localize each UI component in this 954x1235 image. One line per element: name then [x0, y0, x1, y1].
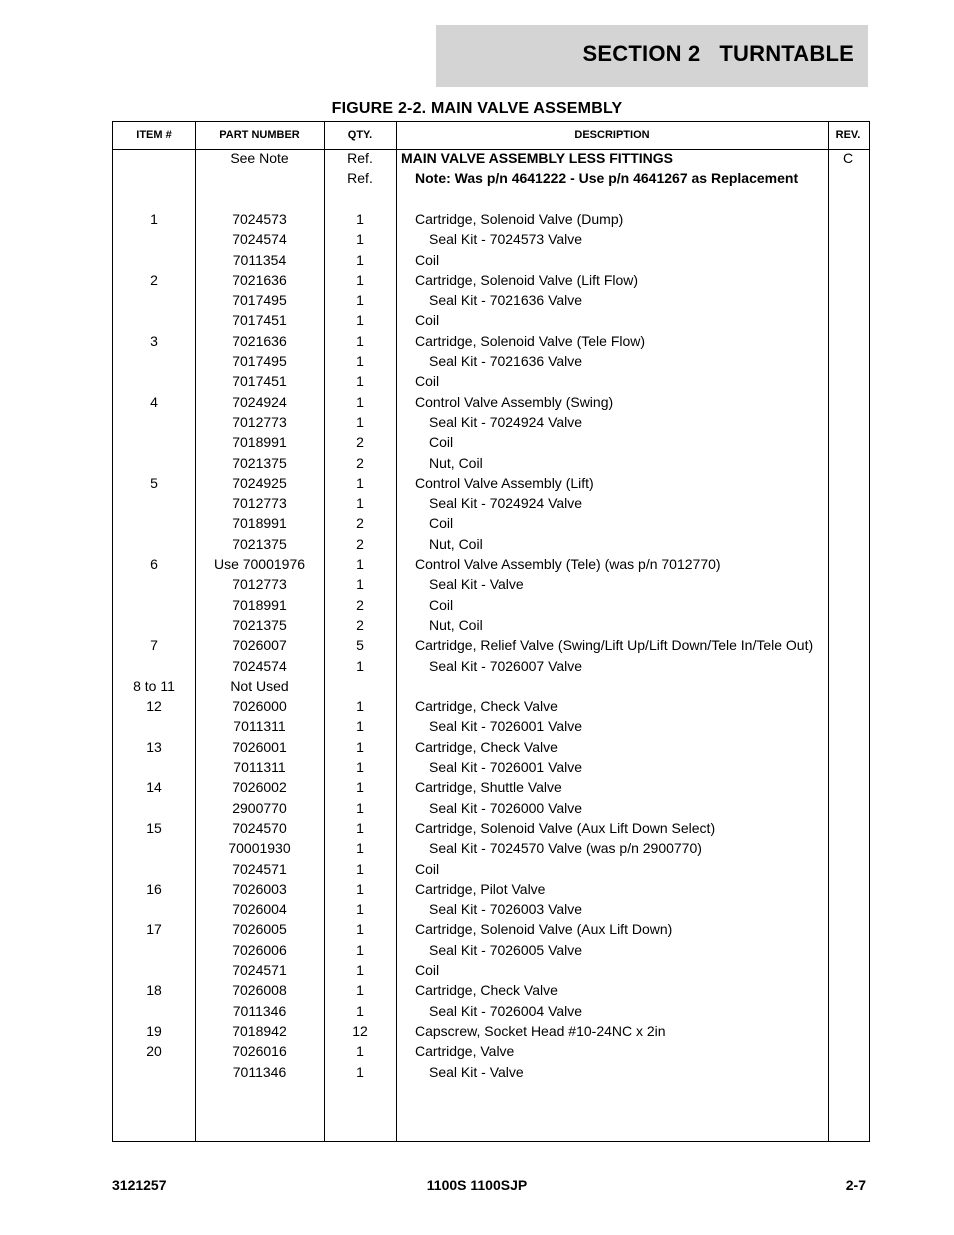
table-row — [113, 413, 869, 433]
cell-qty: 1 — [356, 860, 364, 877]
parts-table — [112, 121, 870, 1142]
cell-part-number: 7018991 — [232, 515, 287, 532]
cell-item: 18 — [146, 982, 162, 999]
table-row — [113, 169, 869, 189]
cell-qty: 1 — [356, 982, 364, 999]
table-row — [113, 454, 869, 474]
cell-description: Cartridge, Check Valve — [415, 698, 558, 715]
table-row — [113, 636, 869, 656]
cell-qty: Ref. — [347, 150, 373, 166]
cell-part-number: 7021375 — [232, 616, 287, 633]
cell-qty: 1 — [356, 1002, 364, 1019]
cell-part-number: 7026008 — [232, 982, 287, 999]
section-banner — [436, 25, 868, 87]
cell-qty: 12 — [352, 1022, 368, 1039]
cell-description: Coil — [429, 515, 454, 532]
table-row — [113, 535, 869, 555]
cell-description: Seal Kit - 7026007 Valve — [429, 657, 583, 674]
footer-page-number: 2-7 — [845, 1177, 866, 1193]
cell-part-number: 7026001 — [232, 738, 287, 755]
table-row — [113, 758, 869, 778]
cell-part-number: 7012773 — [232, 495, 287, 512]
cell-item: 8 to 11 — [133, 677, 175, 694]
cell-description: Cartridge, Valve — [415, 1043, 515, 1060]
cell-item: 3 — [150, 332, 158, 349]
table-row — [113, 920, 869, 940]
table-row — [113, 514, 869, 534]
cell-part-number: 7011346 — [232, 1063, 287, 1080]
cell-qty: 1 — [356, 210, 364, 227]
table-row — [113, 352, 869, 372]
cell-qty: 1 — [356, 373, 364, 390]
cell-part-number: 7021375 — [232, 535, 287, 552]
cell-item: 5 — [150, 474, 158, 491]
cell-qty: 1 — [356, 880, 364, 897]
cell-part-number: 7026007 — [232, 637, 287, 654]
cell-part-number: 7017495 — [232, 292, 287, 309]
table-row — [113, 941, 869, 961]
table-row — [113, 149, 869, 169]
cell-item: 12 — [146, 698, 162, 715]
cell-description: Cartridge, Solenoid Valve (Dump) — [415, 210, 624, 227]
cell-item: 2 — [150, 271, 158, 288]
cell-item: 4 — [150, 393, 158, 410]
cell-item: 13 — [146, 738, 162, 755]
table-row — [113, 1063, 869, 1083]
cell-description: Coil — [429, 596, 454, 613]
cell-part-number: 7026016 — [232, 1043, 287, 1060]
table-row — [113, 738, 869, 758]
cell-part-number: 7026000 — [232, 698, 287, 715]
cell-qty: 2 — [356, 616, 364, 633]
table-row — [113, 393, 869, 413]
cell-qty: 1 — [356, 921, 364, 938]
header-part-number: PART NUMBER — [219, 129, 300, 141]
cell-qty: 1 — [356, 332, 364, 349]
cell-qty: 1 — [356, 941, 364, 958]
table-row — [113, 575, 869, 595]
cell-part-number: 7024924 — [232, 393, 287, 410]
header-item: ITEM # — [136, 129, 172, 141]
cell-qty: 1 — [356, 292, 364, 309]
table-row — [113, 271, 869, 291]
cell-part-number: 7026004 — [232, 901, 287, 918]
cell-qty: Ref. — [347, 170, 373, 187]
table-row — [113, 494, 869, 514]
cell-qty: 2 — [356, 596, 364, 613]
cell-part-number: 7011311 — [233, 759, 286, 775]
cell-qty: 2 — [356, 434, 364, 451]
cell-description: Cartridge, Solenoid Valve (Lift Flow) — [415, 271, 639, 288]
table-row — [113, 372, 869, 392]
cell-qty: 1 — [356, 231, 364, 248]
cell-description: Control Valve Assembly (Swing) — [415, 393, 614, 410]
cell-part-number: 7012773 — [232, 576, 287, 593]
table-row — [113, 596, 869, 616]
cell-qty: 1 — [356, 393, 364, 410]
cell-item: 14 — [146, 779, 162, 796]
cell-description: Cartridge, Relief Valve (Swing/Lift Up/Lift Down/Tele In/Tele Out) — [415, 637, 814, 654]
cell-qty: 1 — [356, 698, 364, 715]
cell-part-number: Not Used — [230, 677, 289, 694]
cell-part-number: 7017451 — [232, 312, 287, 329]
cell-item: 1 — [150, 210, 158, 227]
cell-description: MAIN VALVE ASSEMBLY LESS FITTINGS — [401, 150, 673, 166]
cell-part-number: 7024571 — [232, 962, 287, 978]
cell-part-number: 7021636 — [232, 271, 287, 288]
cell-qty: 1 — [356, 556, 364, 572]
table-row — [113, 251, 869, 271]
cell-qty: 2 — [356, 515, 364, 532]
cell-description: Seal Kit - 7024924 Valve — [429, 413, 583, 430]
table-row — [113, 230, 869, 250]
table-row — [113, 291, 869, 311]
cell-qty: 1 — [356, 738, 364, 755]
table-row — [113, 900, 869, 920]
cell-part-number: 7024925 — [232, 474, 287, 491]
cell-qty: 1 — [356, 413, 364, 430]
cell-description: Cartridge, Solenoid Valve (Aux Lift Down Select) — [415, 819, 716, 836]
cell-description: Cartridge, Check Valve — [415, 738, 558, 755]
cell-part-number: 70001930 — [228, 840, 291, 857]
cell-qty: 1 — [356, 312, 364, 329]
header-qty: QTY. — [347, 129, 373, 141]
table-row — [113, 697, 869, 717]
table-row — [113, 657, 869, 677]
cell-part-number: 7017495 — [232, 353, 287, 369]
cell-part-number: 7011346 — [232, 1002, 287, 1019]
cell-qty: 1 — [356, 251, 364, 268]
cell-description: Seal Kit - 7026001 Valve — [429, 759, 583, 775]
cell-qty: 1 — [356, 495, 364, 512]
table-row — [113, 332, 869, 352]
cell-description: Cartridge, Pilot Valve — [415, 880, 546, 897]
cell-description: Seal Kit - 7026001 Valve — [429, 718, 583, 735]
table-row — [113, 210, 869, 230]
cell-description: Seal Kit - 7026003 Valve — [429, 901, 583, 918]
cell-description: Seal Kit - 7026004 Valve — [429, 1002, 583, 1019]
cell-part-number: 7011311 — [233, 718, 286, 735]
cell-part-number: 7024571 — [232, 860, 287, 877]
cell-part-number: See Note — [230, 150, 289, 166]
table-row — [113, 474, 869, 494]
cell-part-number: 7018991 — [232, 596, 287, 613]
cell-description: Coil — [415, 312, 440, 329]
table-row — [113, 1042, 869, 1062]
cell-description: Seal Kit - 7024924 Valve — [429, 495, 583, 512]
cell-qty: 2 — [356, 454, 364, 471]
cell-qty: 1 — [356, 799, 364, 816]
cell-qty: 1 — [356, 1043, 364, 1060]
cell-part-number: 7018942 — [232, 1022, 287, 1039]
table-row — [113, 880, 869, 900]
cell-qty: 1 — [356, 962, 364, 978]
table-row — [113, 799, 869, 819]
cell-part-number: 7021375 — [232, 454, 287, 471]
cell-qty: 1 — [356, 901, 364, 918]
cell-part-number: 2900770 — [232, 799, 287, 816]
footer-model: 1100S 1100SJP — [426, 1177, 528, 1193]
cell-qty: 5 — [356, 637, 364, 654]
cell-description: Coil — [415, 373, 440, 390]
cell-qty: 1 — [356, 271, 364, 288]
cell-description: Nut, Coil — [429, 535, 483, 552]
cell-part-number: 7024574 — [232, 231, 287, 248]
cell-part-number: 7018991 — [232, 434, 287, 451]
cell-description: Nut, Coil — [429, 454, 483, 471]
cell-rev: C — [842, 150, 854, 166]
section-title: SECTION 2 TURNTABLE — [582, 41, 854, 66]
cell-part-number: 7024570 — [232, 819, 287, 836]
table-row — [113, 677, 869, 697]
cell-qty: 1 — [356, 353, 364, 369]
cell-qty: 1 — [356, 1063, 364, 1080]
cell-qty: 1 — [356, 657, 364, 674]
table-row — [113, 860, 869, 880]
cell-description: Control Valve Assembly (Tele) (was p/n 7012770) — [415, 556, 721, 572]
cell-description: Seal Kit - 7026000 Valve — [429, 799, 583, 816]
cell-description: Seal Kit - 7021636 Valve — [429, 292, 583, 309]
footer-doc-number: 3121257 — [112, 1177, 167, 1193]
cell-qty: 1 — [356, 474, 364, 491]
cell-description: Cartridge, Solenoid Valve (Tele Flow) — [415, 332, 646, 349]
cell-description: Coil — [415, 251, 440, 268]
cell-qty: 1 — [356, 576, 364, 593]
cell-description: Control Valve Assembly (Lift) — [415, 474, 594, 491]
table-row — [113, 839, 869, 859]
cell-part-number: 7026005 — [232, 921, 287, 938]
cell-description: Seal Kit - 7021636 Valve — [429, 353, 583, 369]
cell-description: Note: Was p/n 4641222 - Use p/n 4641267 as Replacement — [415, 170, 799, 187]
cell-part-number: 7026003 — [232, 880, 287, 897]
cell-part-number: 7021636 — [232, 332, 287, 349]
cell-item: 20 — [146, 1043, 162, 1060]
table-row — [113, 555, 869, 575]
cell-description: Cartridge, Check Valve — [415, 982, 558, 999]
cell-part-number: 7026002 — [232, 779, 287, 796]
cell-description: Seal Kit - Valve — [429, 576, 524, 593]
cell-part-number: Use 70001976 — [213, 556, 306, 572]
figure-title: FIGURE 2-2. MAIN VALVE ASSEMBLY — [331, 100, 623, 117]
cell-part-number: 7011354 — [232, 251, 287, 268]
cell-part-number: 7017451 — [232, 373, 287, 390]
cell-qty: 1 — [356, 718, 364, 735]
cell-qty: 1 — [356, 840, 364, 857]
table-row — [113, 1002, 869, 1022]
cell-description: Capscrew, Socket Head #10-24NC x 2in — [415, 1022, 666, 1039]
cell-description: Seal Kit - 7026005 Valve — [429, 941, 583, 958]
header-description: DESCRIPTION — [574, 129, 650, 141]
cell-description: Seal Kit - Valve — [429, 1063, 524, 1080]
cell-part-number: 7026006 — [232, 941, 287, 958]
cell-item: 7 — [150, 637, 158, 654]
cell-description: Coil — [415, 860, 440, 877]
cell-item: 19 — [146, 1022, 162, 1039]
cell-qty: 1 — [356, 819, 364, 836]
cell-qty: 1 — [356, 759, 364, 775]
cell-item: 15 — [146, 819, 162, 836]
table-row — [113, 433, 869, 453]
table-row — [113, 961, 869, 981]
cell-description: Cartridge, Solenoid Valve (Aux Lift Down) — [415, 921, 673, 938]
cell-description: Seal Kit - 7024573 Valve — [429, 231, 583, 248]
cell-item: 6 — [150, 556, 158, 572]
cell-part-number: 7012773 — [232, 413, 287, 430]
cell-description: Coil — [415, 962, 440, 978]
table-row — [113, 819, 869, 839]
table-row — [113, 190, 869, 210]
cell-part-number: 7024574 — [232, 657, 287, 674]
cell-description: Coil — [429, 434, 454, 451]
cell-description: Cartridge, Shuttle Valve — [415, 779, 562, 796]
cell-qty: 1 — [356, 779, 364, 796]
cell-description: Nut, Coil — [429, 616, 483, 633]
cell-item: 16 — [146, 880, 162, 897]
header-rev: REV. — [835, 129, 861, 141]
table-row — [113, 311, 869, 331]
table-row — [113, 616, 869, 636]
table-row — [113, 981, 869, 1001]
table-row — [113, 778, 869, 798]
cell-item: 17 — [146, 921, 162, 938]
cell-qty: 2 — [356, 535, 364, 552]
cell-description: Seal Kit - 7024570 Valve (was p/n 2900770) — [429, 840, 702, 857]
cell-part-number: 7024573 — [232, 210, 287, 227]
table-row — [113, 717, 869, 737]
table-row — [113, 1022, 869, 1042]
